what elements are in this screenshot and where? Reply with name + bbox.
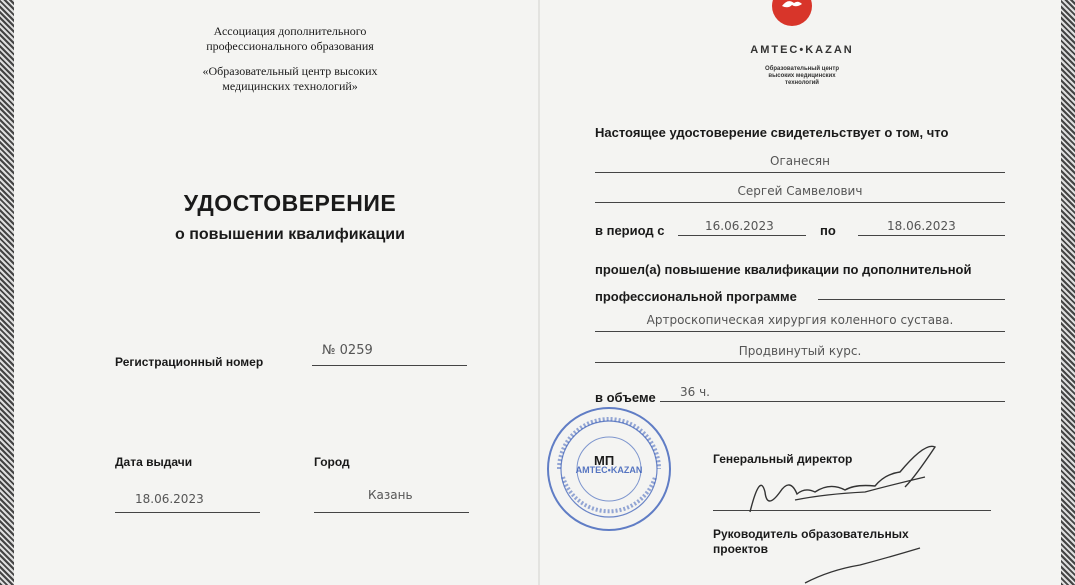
issue-date-line <box>115 512 260 513</box>
surname-value: Оганесян <box>770 154 830 168</box>
program-level-line <box>595 362 1005 363</box>
director-label: Генеральный директор <box>713 452 853 466</box>
name-value: Сергей Самвелович <box>737 184 863 198</box>
period-to-label: по <box>820 223 836 238</box>
city-line <box>314 512 469 513</box>
program-level-value: Продвинутый курс. <box>738 344 862 358</box>
period-from-value: 16.06.2023 <box>705 219 774 233</box>
name-line <box>595 202 1005 203</box>
city-value: Казань <box>368 488 413 502</box>
document-title: УДОСТОВЕРЕНИЕ <box>183 190 397 216</box>
issue-date-value: 18.06.2023 <box>135 492 204 506</box>
volume-value: 36 ч. <box>680 385 710 399</box>
stamp-placeholder-label: МП <box>594 453 615 468</box>
issue-date-label: Дата выдачи <box>115 455 193 469</box>
program-name-value: Артроскопическая хирургия коленного сустава. <box>646 313 954 327</box>
decorative-border-right <box>1061 0 1075 585</box>
logo-subtitle-3: технологий <box>785 80 819 86</box>
logo-subtitle-1: Образовательный центр <box>764 66 840 72</box>
association-line-1: Ассоциация дополнительного <box>213 24 367 38</box>
period-to-value: 18.06.2023 <box>887 219 956 233</box>
head-signature <box>800 545 930 585</box>
logo-wordmark: AMTEC•KAZAN <box>750 44 854 56</box>
city-label: Город <box>314 455 350 469</box>
volume-line <box>660 401 1005 402</box>
amtec-logo <box>772 0 812 26</box>
program-name-line <box>595 331 1005 332</box>
document-subtitle: о повышении квалификации <box>175 226 405 243</box>
official-stamp <box>545 405 673 533</box>
program-text-line-1: прошел(а) повышение квалификации по дополнительной <box>595 262 972 277</box>
surname-line <box>595 172 1005 173</box>
director-signature <box>735 432 945 517</box>
svg-text:AMTEC•KAZAN: AMTEC•KAZAN <box>575 465 643 475</box>
intro-text: Настоящее удостоверение свидетельствует о том, что <box>595 125 949 140</box>
logo-emblem-icon <box>780 0 804 10</box>
period-label: в период с <box>595 223 665 238</box>
program-text-line-2: профессиональной программе <box>595 289 797 304</box>
reg-number-value: № 0259 <box>322 343 373 358</box>
period-from-line <box>678 235 806 236</box>
volume-label: в объеме <box>595 390 656 405</box>
logo-subtitle-2: высоких медицинских <box>768 73 836 79</box>
reg-number-line <box>312 365 467 366</box>
decorative-border-left <box>0 0 14 585</box>
reg-number-label: Регистрационный номер <box>115 355 264 369</box>
program-line <box>818 299 1005 300</box>
head-label-line-1: Руководитель образовательных <box>713 527 909 541</box>
period-to-line <box>858 235 1005 236</box>
head-label-line-2: проектов <box>713 542 769 556</box>
page-fold <box>538 0 540 585</box>
center-name-line-1: «Образовательный центр высоких <box>202 64 378 78</box>
association-line-2: профессионального образования <box>206 39 374 53</box>
center-name-line-2: медицинских технологий» <box>222 79 358 93</box>
